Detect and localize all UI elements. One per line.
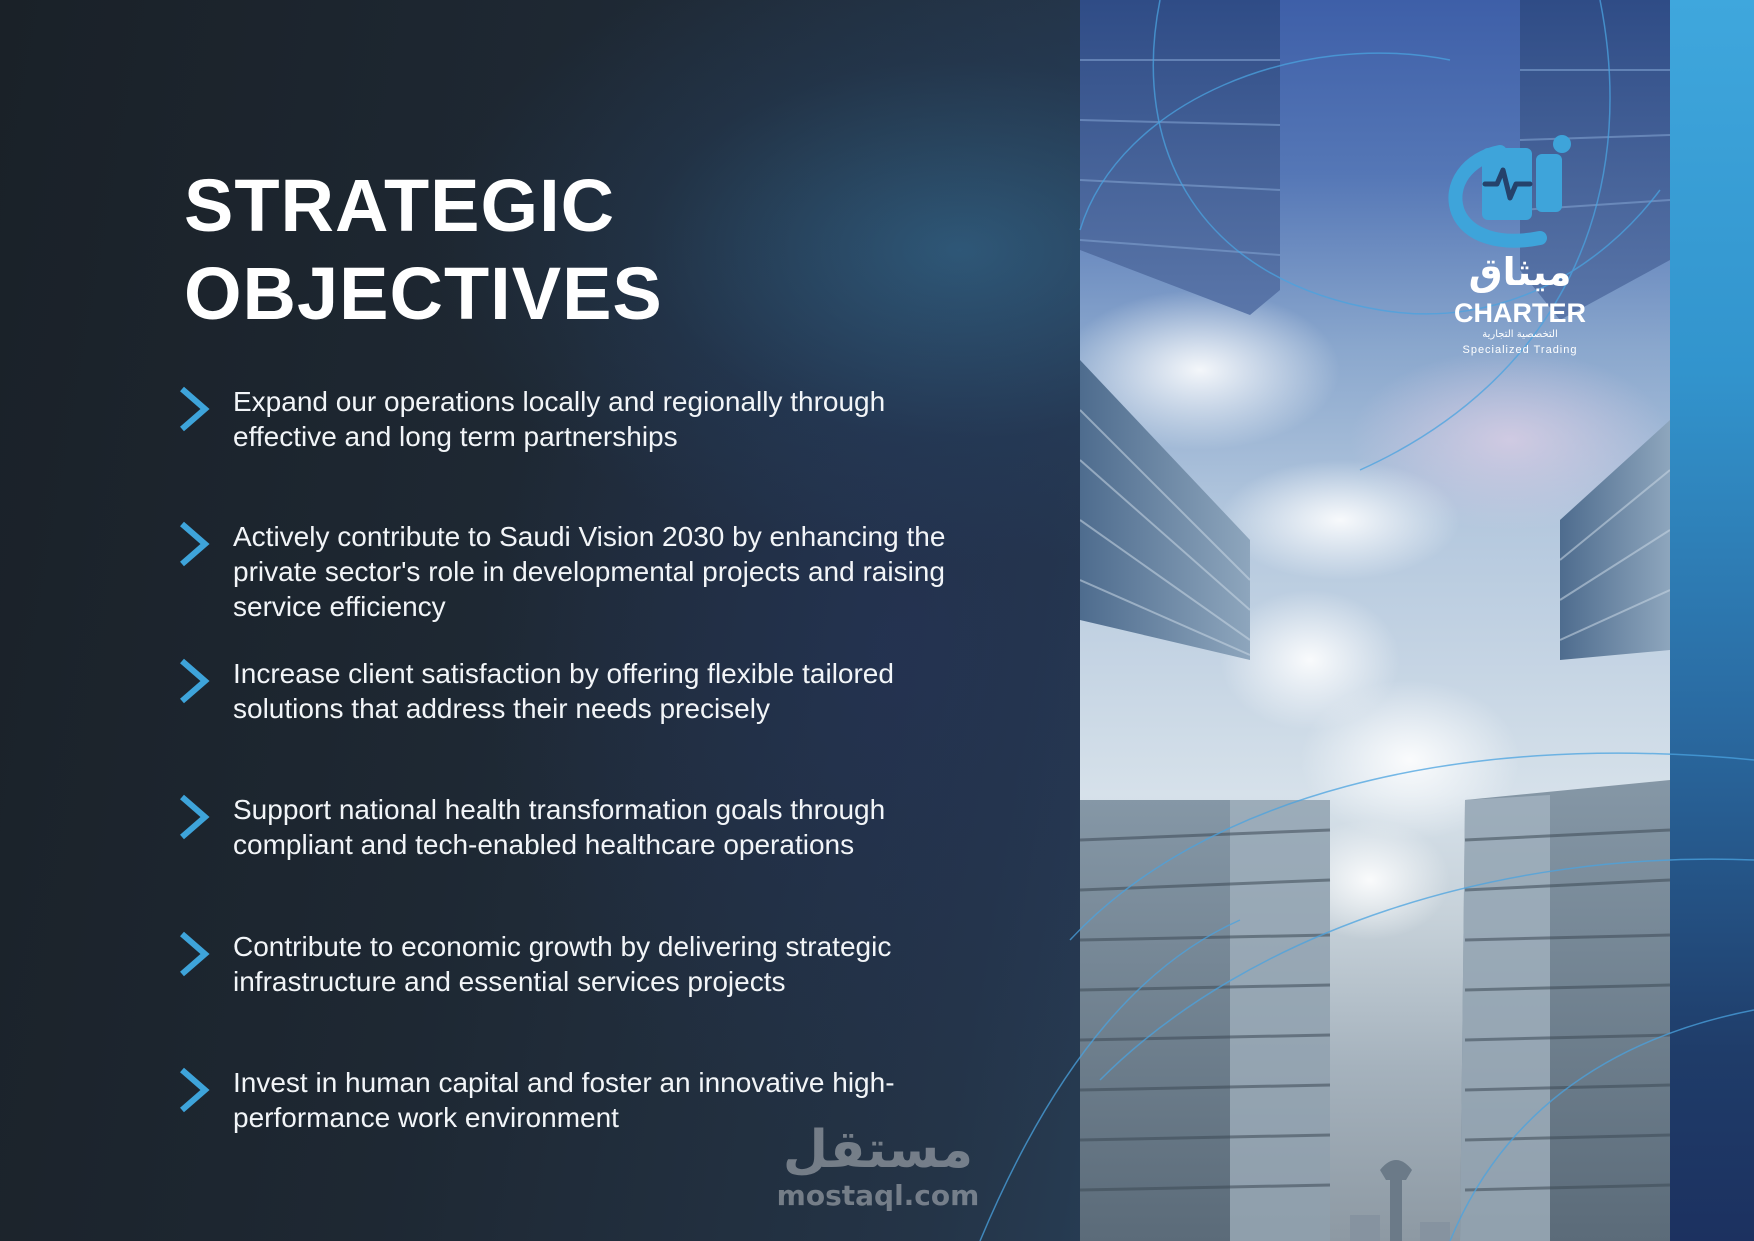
objective-text: Contribute to economic growth by delivering strategic infrastructure and essential services projects	[233, 931, 892, 997]
chevron-right-icon	[178, 794, 210, 840]
logo-arabic-name: ميثاق	[1468, 250, 1572, 294]
objective-text: Invest in human capital and foster an innovative high-performance work environment	[233, 1067, 895, 1133]
charter-logo	[1420, 130, 1620, 360]
title-line-2: OBJECTIVES	[184, 252, 663, 335]
mostaql-watermark	[768, 1120, 988, 1220]
logo-tagline: Specialized Trading	[1462, 344, 1578, 356]
watermark-latin: mostaql.com	[776, 1179, 980, 1212]
title-line-1: STRATEGIC	[184, 164, 616, 247]
logo-name: CHARTER	[1454, 298, 1586, 328]
chevron-right-icon	[178, 931, 210, 977]
objective-text: Expand our operations locally and regionally through effective and long term partnerships	[233, 386, 886, 452]
chevron-right-icon	[178, 386, 210, 432]
logo-arabic-tagline: التخصصية التجارية	[1482, 329, 1558, 340]
watermark-arabic: مستقل	[782, 1120, 974, 1180]
objective-text: Actively contribute to Saudi Vision 2030 by enhancing the private sector's role in developmental projects and raising service efficiency	[233, 521, 946, 622]
accent-strip	[1670, 0, 1754, 1241]
objective-text: Increase client satisfaction by offering flexible tailored solutions that address their needs precisely	[233, 658, 894, 724]
chevron-right-icon	[178, 521, 210, 567]
chevron-right-icon	[178, 1067, 210, 1113]
charter-logo-mark	[1440, 130, 1580, 255]
chevron-right-icon	[178, 658, 210, 704]
objectives-list	[178, 0, 958, 1241]
objective-text: Support national health transformation goals through compliant and tech-enabled healthcare operations	[233, 794, 886, 860]
